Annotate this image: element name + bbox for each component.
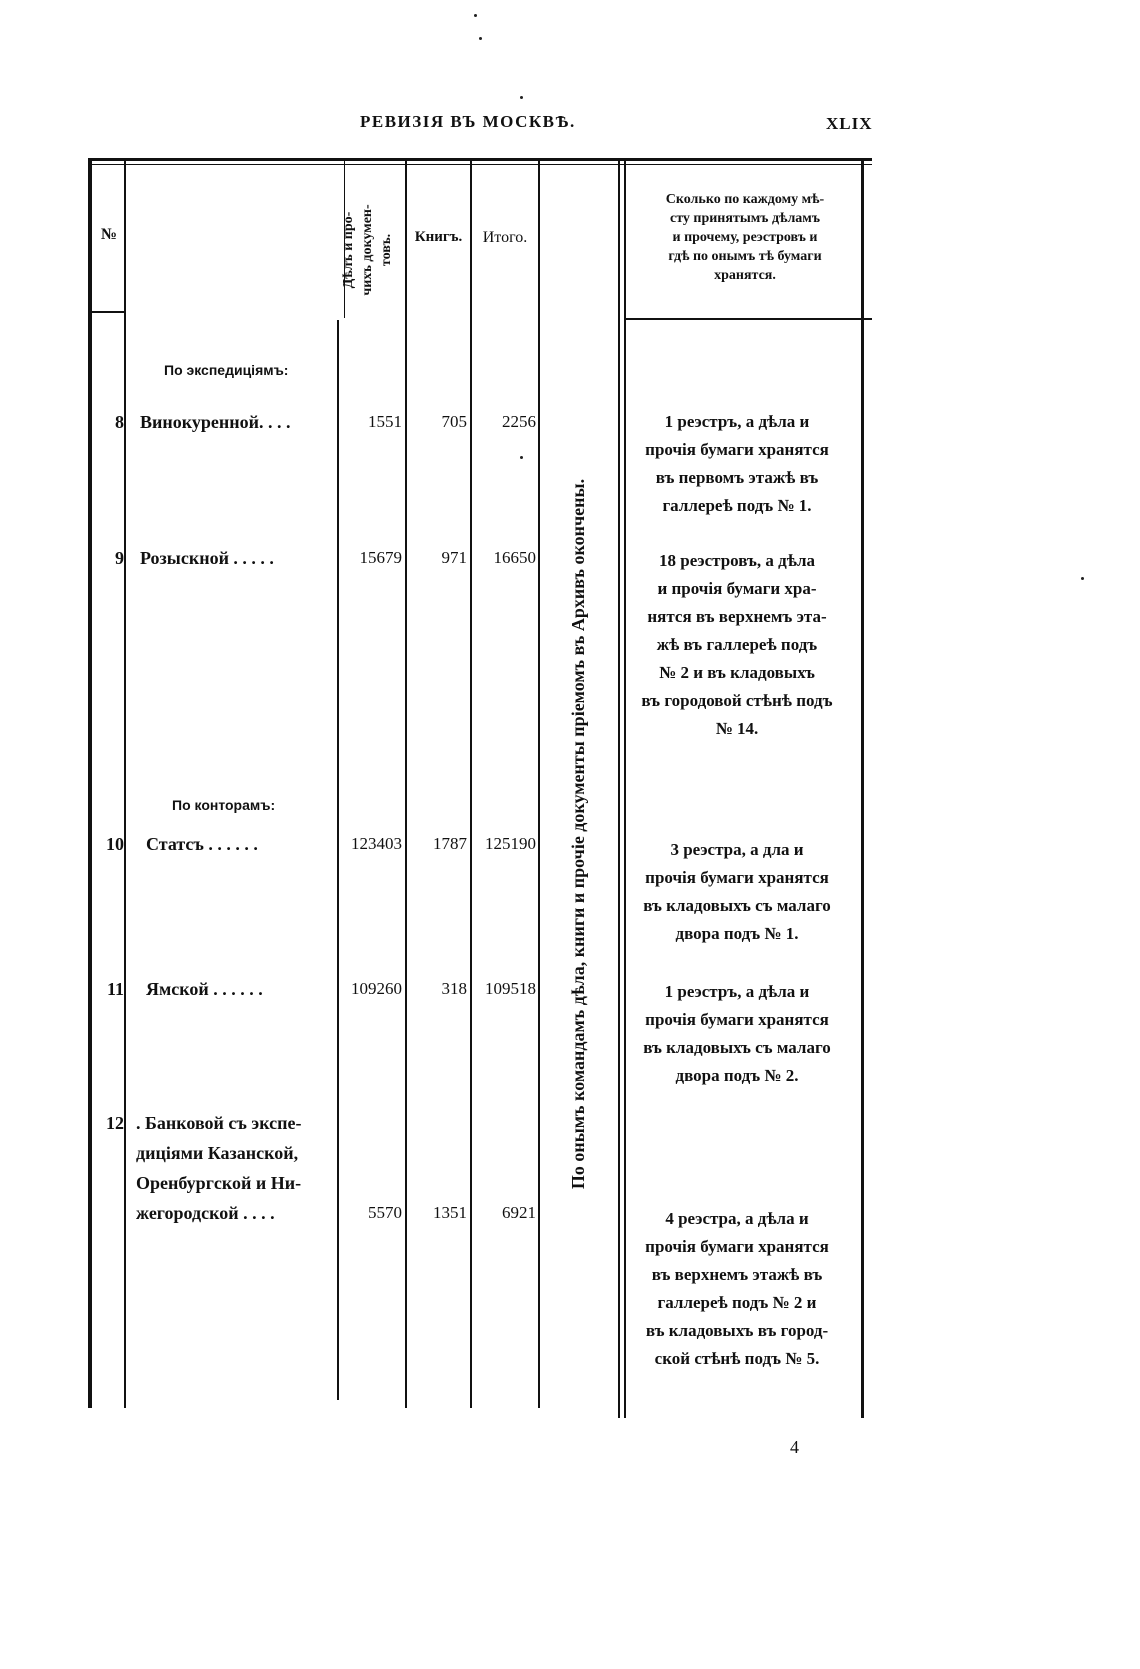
note-line: галлереѣ подъ № 2 и: [657, 1293, 817, 1312]
row-number: 9: [115, 548, 124, 568]
row-note: [628, 408, 846, 520]
row-docs: 15679: [359, 548, 402, 567]
page-roman-number: XLIX: [826, 114, 873, 133]
note-line: въ кладовыхъ въ город-: [645, 1321, 829, 1340]
note-line: 1 реэстръ, а дѣла и: [664, 412, 810, 431]
scan-speck: [1081, 577, 1084, 580]
note-line: въ первомъ этажѣ въ: [655, 468, 819, 487]
row-name: Ямской . . . . . .: [146, 979, 263, 999]
row-total: 6921: [502, 1203, 536, 1222]
section-heading-expeditions: По экспедиціямъ:: [164, 362, 289, 378]
col-rule-number: [124, 158, 126, 1408]
table-right-border: [861, 158, 864, 1418]
row-number: 8: [115, 412, 124, 432]
note-line: прочія бумаги хранятся: [645, 1010, 829, 1029]
section-heading-offices: По конторамъ:: [172, 797, 276, 813]
row-note: [628, 836, 846, 948]
note-line: № 14.: [715, 719, 759, 738]
note-line: прочія бумаги хранятся: [645, 1237, 829, 1256]
row-note: [628, 1205, 846, 1373]
note-line: жѣ въ галлереѣ подъ: [656, 635, 818, 654]
row-books: 1351: [433, 1203, 467, 1222]
col-header-books: Книгъ.: [414, 229, 463, 245]
note-line: 3 реэстра, а дла и: [670, 840, 804, 859]
row-note: [628, 978, 846, 1090]
header-rule-number: [88, 311, 126, 313]
col-header-notes-line: сту принятымъ дѣламъ: [669, 211, 820, 226]
col-header-docs-line: чихъ докумен-: [360, 204, 375, 296]
row-books: 705: [441, 412, 467, 431]
row-name-line: диціями Казанской,: [136, 1143, 299, 1163]
row-books: 1787: [433, 834, 467, 853]
col-header-docs-line: Дѣлъ и про-: [341, 211, 356, 289]
row-number: 10: [106, 834, 124, 854]
col-rule-remark-double: [624, 158, 626, 1418]
row-name: Розыскной . . . . .: [140, 548, 274, 568]
row-docs: 5570: [368, 1203, 402, 1222]
scan-speck: [474, 14, 477, 17]
row-total: 125190: [485, 834, 536, 853]
row-docs: 123403: [351, 834, 402, 853]
col-header-total: Итого.: [482, 229, 528, 246]
col-header-notes-line: гдѣ по онымъ тѣ бумаги: [668, 249, 822, 264]
row-name: [136, 1108, 301, 1228]
note-line: и прочія бумаги хра-: [657, 579, 817, 598]
note-line: прочія бумаги хранятся: [645, 868, 829, 887]
scan-speck: [479, 37, 482, 40]
table-left-border: [88, 158, 92, 1408]
row-docs: 1551: [368, 412, 402, 431]
note-line: нятся въ верхнемъ эта-: [647, 607, 827, 626]
table-top-rule-thin: [88, 164, 872, 165]
header-rule-notes: [624, 318, 872, 320]
col-header-number: №: [100, 226, 118, 243]
note-line: двора подъ № 1.: [675, 924, 799, 943]
note-line: въ кладовыхъ съ малаго: [643, 1038, 831, 1057]
row-books: 971: [441, 548, 467, 567]
note-line: прочія бумаги хранятся: [645, 440, 829, 459]
row-name: Статсъ . . . . . .: [146, 834, 258, 854]
row-total: 109518: [485, 979, 536, 998]
row-name-line: Оренбургской и Ни-: [136, 1173, 302, 1193]
row-name-line: . Банковой съ экспе-: [136, 1113, 302, 1133]
col-rule-remark: [618, 158, 620, 1418]
col-header-notes-line: хранятся.: [714, 268, 776, 283]
col-rule-name: [337, 320, 339, 1400]
row-total: 16650: [493, 548, 536, 567]
scan-speck: [520, 96, 523, 99]
note-line: въ верхнемъ этажѣ въ: [651, 1265, 823, 1284]
note-line: ской стѣнѣ подъ № 5.: [654, 1349, 820, 1368]
table-top-rule: [88, 158, 872, 161]
row-docs: 109260: [351, 979, 402, 998]
col-header-notes-line: Сколько по каждому мѣ-: [665, 192, 825, 207]
row-name-line: жегородской . . . .: [136, 1203, 275, 1223]
note-line: № 2 и въ кладовыхъ: [659, 663, 815, 682]
page-running-title: РЕВИЗІЯ ВЪ МОСКВѢ.: [360, 112, 576, 131]
note-line: 1 реэстръ, а дѣла и: [664, 982, 810, 1001]
col-header-docs: [339, 175, 399, 325]
note-line: галлереѣ подъ № 1.: [662, 496, 812, 515]
row-note: [628, 547, 846, 743]
row-number: 12: [106, 1113, 124, 1133]
row-books: 318: [441, 979, 467, 998]
note-line: 4 реэстра, а дѣла и: [665, 1209, 809, 1228]
col-header-docs-line: товъ.: [379, 233, 394, 267]
note-line: въ кладовыхъ съ малаго: [643, 896, 831, 915]
col-header-notes: [630, 190, 860, 285]
note-line: 18 реэстровъ, а дѣла: [659, 551, 815, 570]
row-number: 11: [106, 979, 124, 999]
col-rule-total: [538, 158, 540, 1408]
col-header-notes-line: и прочему, реэстровъ и: [672, 230, 818, 245]
vertical-remark: По онымъ командамъ дѣла, книги и прочіе документы пріемомъ въ Архивъ окончены.: [568, 478, 588, 1190]
note-line: въ городовой стѣнѣ подъ: [641, 691, 833, 710]
note-line: двора подъ № 2.: [675, 1066, 799, 1085]
scan-speck: [520, 456, 523, 459]
row-total: 2256: [502, 412, 536, 431]
row-name: Винокуренной. . . .: [140, 412, 291, 432]
footer-signature-number: 4: [790, 1437, 799, 1457]
